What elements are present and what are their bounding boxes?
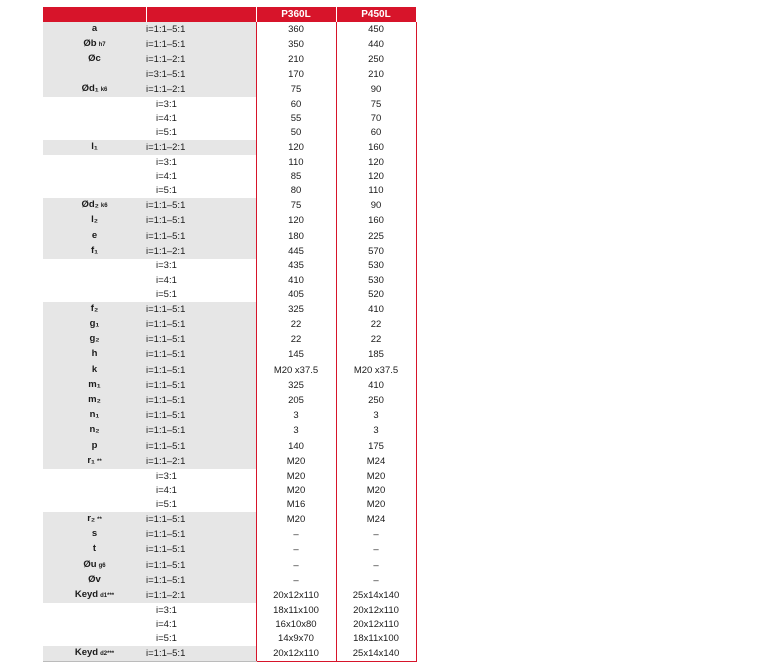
value-p360l: 145 — [256, 347, 336, 362]
value-p360l: – — [256, 573, 336, 588]
value-p450l: 20x12x110 — [336, 617, 416, 631]
ratio-cell: i=1:1–5:1 — [146, 378, 256, 393]
parameter-cell — [43, 646, 146, 662]
table-row — [43, 632, 416, 646]
parameter-name: h — [91, 348, 98, 360]
parameter-name: Øu — [83, 558, 97, 570]
parameter-name: k — [91, 363, 98, 375]
value-p360l: 325 — [256, 378, 336, 393]
ratio-cell: i=3:1 — [156, 470, 177, 482]
value-p450l: 210 — [336, 68, 416, 82]
value-p450l: – — [336, 558, 416, 573]
parameter-cell — [43, 82, 146, 97]
value-p360l: 210 — [256, 52, 336, 67]
value-p360l: 75 — [256, 82, 336, 97]
table-row — [43, 332, 416, 347]
value-p360l: 435 — [256, 259, 336, 273]
parameter-cell — [43, 52, 146, 67]
ratio-cell: i=1:1–5:1 — [146, 37, 256, 52]
value-p360l: 410 — [256, 273, 336, 287]
value-p450l: – — [336, 542, 416, 557]
table-row — [43, 37, 416, 52]
ratio-cell: i=1:1–5:1 — [146, 646, 256, 662]
parameter-cell — [43, 363, 146, 378]
value-p450l: M20 — [336, 498, 416, 512]
parameter-name: Øc — [88, 53, 101, 65]
value-p450l: 22 — [336, 332, 416, 347]
parameter-cell — [43, 213, 146, 228]
ratio-cell: i=1:1–5:1 — [146, 573, 256, 588]
parameter-suffix: ** — [96, 458, 102, 465]
table-row — [43, 573, 416, 588]
ratio-cell: i=1:1–2:1 — [146, 140, 256, 155]
table-row — [43, 22, 416, 37]
parameter-cell — [43, 439, 146, 454]
parameter-cell — [43, 483, 146, 497]
value-p360l: 445 — [256, 244, 336, 259]
value-p450l: 120 — [336, 170, 416, 184]
value-p450l: 570 — [336, 244, 416, 259]
table-row — [43, 542, 416, 557]
value-p450l: 225 — [336, 229, 416, 244]
value-p360l: M20 x37.5 — [256, 363, 336, 378]
parameter-name: l₂ — [91, 214, 98, 226]
parameter-name: r₁ — [87, 454, 95, 466]
parameter-suffix: ** — [97, 516, 102, 523]
table-row — [43, 423, 416, 438]
value-p450l: 175 — [336, 439, 416, 454]
ratio-cell: i=5:1 — [156, 633, 177, 645]
value-p450l: 160 — [336, 140, 416, 155]
ratio-cell: i=1:1–2:1 — [146, 454, 256, 469]
parameter-cell — [43, 273, 146, 287]
table-row — [43, 408, 416, 423]
table-row — [43, 469, 416, 483]
value-p450l: 185 — [336, 347, 416, 362]
ratio-cell: i=3:1 — [156, 156, 177, 168]
value-p360l: – — [256, 542, 336, 557]
ratio-cell: i=1:1–5:1 — [146, 423, 256, 438]
value-p450l: 22 — [336, 317, 416, 332]
parameter-cell — [43, 97, 146, 111]
value-p450l: M20 x37.5 — [336, 363, 416, 378]
parameter-cell — [43, 558, 146, 573]
value-p450l: M20 — [336, 483, 416, 497]
ratio-cell: i=3:1 — [156, 98, 177, 110]
value-p360l: 110 — [256, 155, 336, 169]
ratio-cell: i=1:1–5:1 — [146, 198, 256, 213]
parameter-cell — [43, 170, 146, 184]
table-row — [43, 617, 416, 631]
parameter-name: m₁ — [88, 378, 101, 390]
table-row — [43, 155, 416, 169]
parameter-cell — [43, 632, 146, 646]
value-p450l: 410 — [336, 378, 416, 393]
ratio-cell: i=1:1–5:1 — [146, 347, 256, 362]
value-p450l: 450 — [336, 22, 416, 37]
parameter-cell — [43, 454, 146, 469]
parameter-cell — [43, 140, 146, 155]
table-row — [43, 378, 416, 393]
parameter-cell — [43, 317, 146, 332]
value-p360l: 75 — [256, 198, 336, 213]
value-p360l: 180 — [256, 229, 336, 244]
table-row — [43, 439, 416, 454]
table-row — [43, 198, 416, 213]
ratio-cell: i=1:1–5:1 — [146, 302, 256, 317]
value-p360l: 22 — [256, 317, 336, 332]
table-row — [43, 317, 416, 332]
parameter-name: m₂ — [88, 394, 101, 406]
value-p450l: 250 — [336, 52, 416, 67]
parameter-cell — [43, 111, 146, 125]
value-p360l: 60 — [256, 97, 336, 111]
parameter-cell — [43, 288, 146, 302]
value-p450l: 70 — [336, 111, 416, 125]
value-p450l: 25x14x140 — [336, 646, 416, 662]
value-p360l: 140 — [256, 439, 336, 454]
ratio-cell: i=1:1–5:1 — [146, 317, 256, 332]
value-p360l: 20x12x110 — [256, 646, 336, 662]
ratio-cell: i=1:1–5:1 — [146, 393, 256, 408]
parameter-cell — [43, 573, 146, 588]
value-p450l: – — [336, 527, 416, 542]
table-row — [43, 454, 416, 469]
table-row — [43, 68, 416, 82]
ratio-cell: i=5:1 — [156, 185, 177, 197]
parameter-cell — [43, 126, 146, 140]
table-row — [43, 273, 416, 287]
header-ratio — [146, 7, 256, 22]
value-p450l: 90 — [336, 198, 416, 213]
parameter-name: t — [92, 543, 97, 555]
ratio-cell: i=1:1–5:1 — [146, 408, 256, 423]
table-row — [43, 393, 416, 408]
value-p360l: 120 — [256, 213, 336, 228]
value-p360l: – — [256, 558, 336, 573]
ratio-cell: i=1:1–2:1 — [146, 588, 256, 603]
parameter-name: Øb — [83, 38, 97, 50]
value-p450l: M24 — [336, 512, 416, 527]
table-row — [43, 229, 416, 244]
table-row — [43, 527, 416, 542]
parameter-name: s — [91, 528, 98, 540]
table-body — [43, 22, 416, 662]
value-p450l: 440 — [336, 37, 416, 52]
table-row — [43, 588, 416, 603]
value-p360l: 85 — [256, 170, 336, 184]
table-row — [43, 52, 416, 67]
parameter-name: n₂ — [89, 424, 100, 436]
parameter-cell — [43, 423, 146, 438]
value-p360l: 405 — [256, 288, 336, 302]
ratio-cell: i=1:1–2:1 — [146, 52, 256, 67]
parameter-suffix: d1*** — [100, 592, 115, 599]
parameter-cell — [43, 469, 146, 483]
table-header-row — [43, 7, 416, 22]
ratio-cell: i=3:1 — [156, 260, 177, 272]
parameter-name: g₁ — [89, 318, 100, 329]
ratio-cell: i=4:1 — [156, 484, 177, 496]
parameter-name: Ød₂ — [81, 199, 99, 211]
ratio-cell: i=5:1 — [156, 499, 177, 511]
table-row — [43, 512, 416, 527]
value-p450l: 160 — [336, 213, 416, 228]
value-p360l: 18x11x100 — [256, 603, 336, 617]
table-row — [43, 213, 416, 228]
value-p360l: 20x12x110 — [256, 588, 336, 603]
table-row — [43, 302, 416, 317]
table-row — [43, 244, 416, 259]
value-p360l: M20 — [256, 483, 336, 497]
value-p450l: M20 — [336, 469, 416, 483]
table-row — [43, 111, 416, 125]
table-row — [43, 140, 416, 155]
ratio-cell: i=1:1–2:1 — [146, 244, 256, 259]
ratio-cell: i=1:1–5:1 — [146, 512, 256, 527]
parameter-name: a — [91, 23, 98, 34]
value-p450l: 3 — [336, 408, 416, 423]
ratio-cell: i=1:1–5:1 — [146, 213, 256, 228]
parameter-cell — [43, 347, 146, 362]
parameter-cell — [43, 542, 146, 557]
value-p360l: 325 — [256, 302, 336, 317]
parameter-cell — [43, 527, 146, 542]
value-p360l: 80 — [256, 184, 336, 198]
value-p450l: 75 — [336, 97, 416, 111]
value-p450l: 410 — [336, 302, 416, 317]
table-row — [43, 646, 416, 662]
parameter-cell — [43, 244, 146, 259]
value-p360l: – — [256, 527, 336, 542]
ratio-cell: i=1:1–5:1 — [146, 439, 256, 454]
value-p360l: 205 — [256, 393, 336, 408]
value-p450l: – — [336, 573, 416, 588]
table-row — [43, 347, 416, 362]
table-row — [43, 363, 416, 378]
parameter-cell — [43, 37, 146, 52]
ratio-cell: i=1:1–5:1 — [146, 22, 256, 37]
parameter-name: r₂ — [87, 512, 96, 524]
table-row — [43, 558, 416, 573]
ratio-cell: i=1:1–5:1 — [146, 332, 256, 347]
ratio-cell: i=1:1–5:1 — [146, 542, 256, 557]
parameter-name: g₂ — [89, 333, 100, 345]
value-p450l: 530 — [336, 259, 416, 273]
parameter-name: l₁ — [91, 141, 98, 152]
table-row — [43, 498, 416, 512]
parameter-suffix: h7 — [98, 42, 106, 49]
ratio-cell: i=3:1–5:1 — [146, 68, 256, 82]
parameter-cell — [43, 229, 146, 244]
parameter-cell — [43, 617, 146, 631]
table-row — [43, 170, 416, 184]
ratio-cell: i=5:1 — [156, 127, 177, 139]
value-p360l: 22 — [256, 332, 336, 347]
value-p450l: 18x11x100 — [336, 632, 416, 646]
table-row — [43, 259, 416, 273]
value-p450l: 520 — [336, 288, 416, 302]
value-p450l: 250 — [336, 393, 416, 408]
parameter-name: f₂ — [90, 302, 99, 314]
parameter-cell — [43, 512, 146, 527]
table-row — [43, 483, 416, 497]
parameter-cell — [43, 22, 146, 37]
value-p360l: 55 — [256, 111, 336, 125]
parameter-cell — [43, 184, 146, 198]
table-row — [43, 288, 416, 302]
parameter-name: e — [91, 229, 98, 241]
parameter-cell — [43, 588, 146, 603]
value-p450l: M24 — [336, 454, 416, 469]
parameter-name: Keyd — [74, 647, 99, 659]
parameter-suffix: k6 — [100, 203, 108, 210]
value-p450l: 25x14x140 — [336, 588, 416, 603]
parameter-name: Ød₁ — [81, 82, 99, 94]
parameter-cell — [43, 408, 146, 423]
parameter-name: Øv — [88, 573, 101, 585]
value-p450l: 60 — [336, 126, 416, 140]
parameter-name: Keyd — [74, 588, 99, 600]
table-row — [43, 97, 416, 111]
parameter-suffix: k6 — [100, 86, 108, 93]
value-p360l: 16x10x80 — [256, 617, 336, 631]
parameter-cell — [43, 68, 146, 82]
value-p450l: 3 — [336, 423, 416, 438]
parameter-cell — [43, 498, 146, 512]
parameter-suffix: d2*** — [100, 651, 115, 658]
header-param — [43, 7, 146, 22]
table-row — [43, 184, 416, 198]
value-p360l: 170 — [256, 68, 336, 82]
parameter-cell — [43, 155, 146, 169]
parameter-cell — [43, 198, 146, 213]
value-p360l: M20 — [256, 454, 336, 469]
ratio-cell: i=5:1 — [156, 289, 177, 301]
value-p360l: 3 — [256, 408, 336, 423]
value-p450l: 20x12x110 — [336, 603, 416, 617]
ratio-cell: i=1:1–5:1 — [146, 558, 256, 573]
parameter-name: f₁ — [90, 244, 99, 256]
header-model-p360l: P360L — [256, 7, 336, 22]
value-p360l: 50 — [256, 126, 336, 140]
header-model-p450l: P450L — [336, 7, 416, 22]
parameter-cell — [43, 378, 146, 393]
ratio-cell: i=4:1 — [156, 274, 177, 286]
table-row — [43, 82, 416, 97]
parameter-cell — [43, 332, 146, 347]
value-p450l: 110 — [336, 184, 416, 198]
value-p360l: 360 — [256, 22, 336, 37]
value-p360l: 14x9x70 — [256, 632, 336, 646]
ratio-cell: i=1:1–2:1 — [146, 82, 256, 97]
ratio-cell: i=3:1 — [156, 604, 177, 616]
value-p360l: M20 — [256, 469, 336, 483]
ratio-cell: i=4:1 — [156, 112, 177, 124]
parameter-name: n₁ — [89, 409, 100, 421]
table-row — [43, 126, 416, 140]
ratio-cell: i=1:1–5:1 — [146, 363, 256, 378]
parameter-suffix: g6 — [98, 562, 106, 569]
table-row — [43, 603, 416, 617]
value-p450l: 120 — [336, 155, 416, 169]
ratio-cell: i=4:1 — [156, 618, 177, 630]
value-p450l: 530 — [336, 273, 416, 287]
parameter-cell — [43, 302, 146, 317]
value-p360l: M20 — [256, 512, 336, 527]
specification-table — [43, 7, 417, 662]
value-p360l: 120 — [256, 140, 336, 155]
ratio-cell: i=1:1–5:1 — [146, 527, 256, 542]
parameter-name: p — [91, 439, 98, 451]
value-p360l: 3 — [256, 423, 336, 438]
value-p450l: 90 — [336, 82, 416, 97]
parameter-cell — [43, 393, 146, 408]
ratio-cell: i=1:1–5:1 — [146, 229, 256, 244]
value-p360l: M16 — [256, 498, 336, 512]
ratio-cell: i=4:1 — [156, 171, 177, 183]
parameter-cell — [43, 603, 146, 617]
value-p360l: 350 — [256, 37, 336, 52]
parameter-cell — [43, 259, 146, 273]
